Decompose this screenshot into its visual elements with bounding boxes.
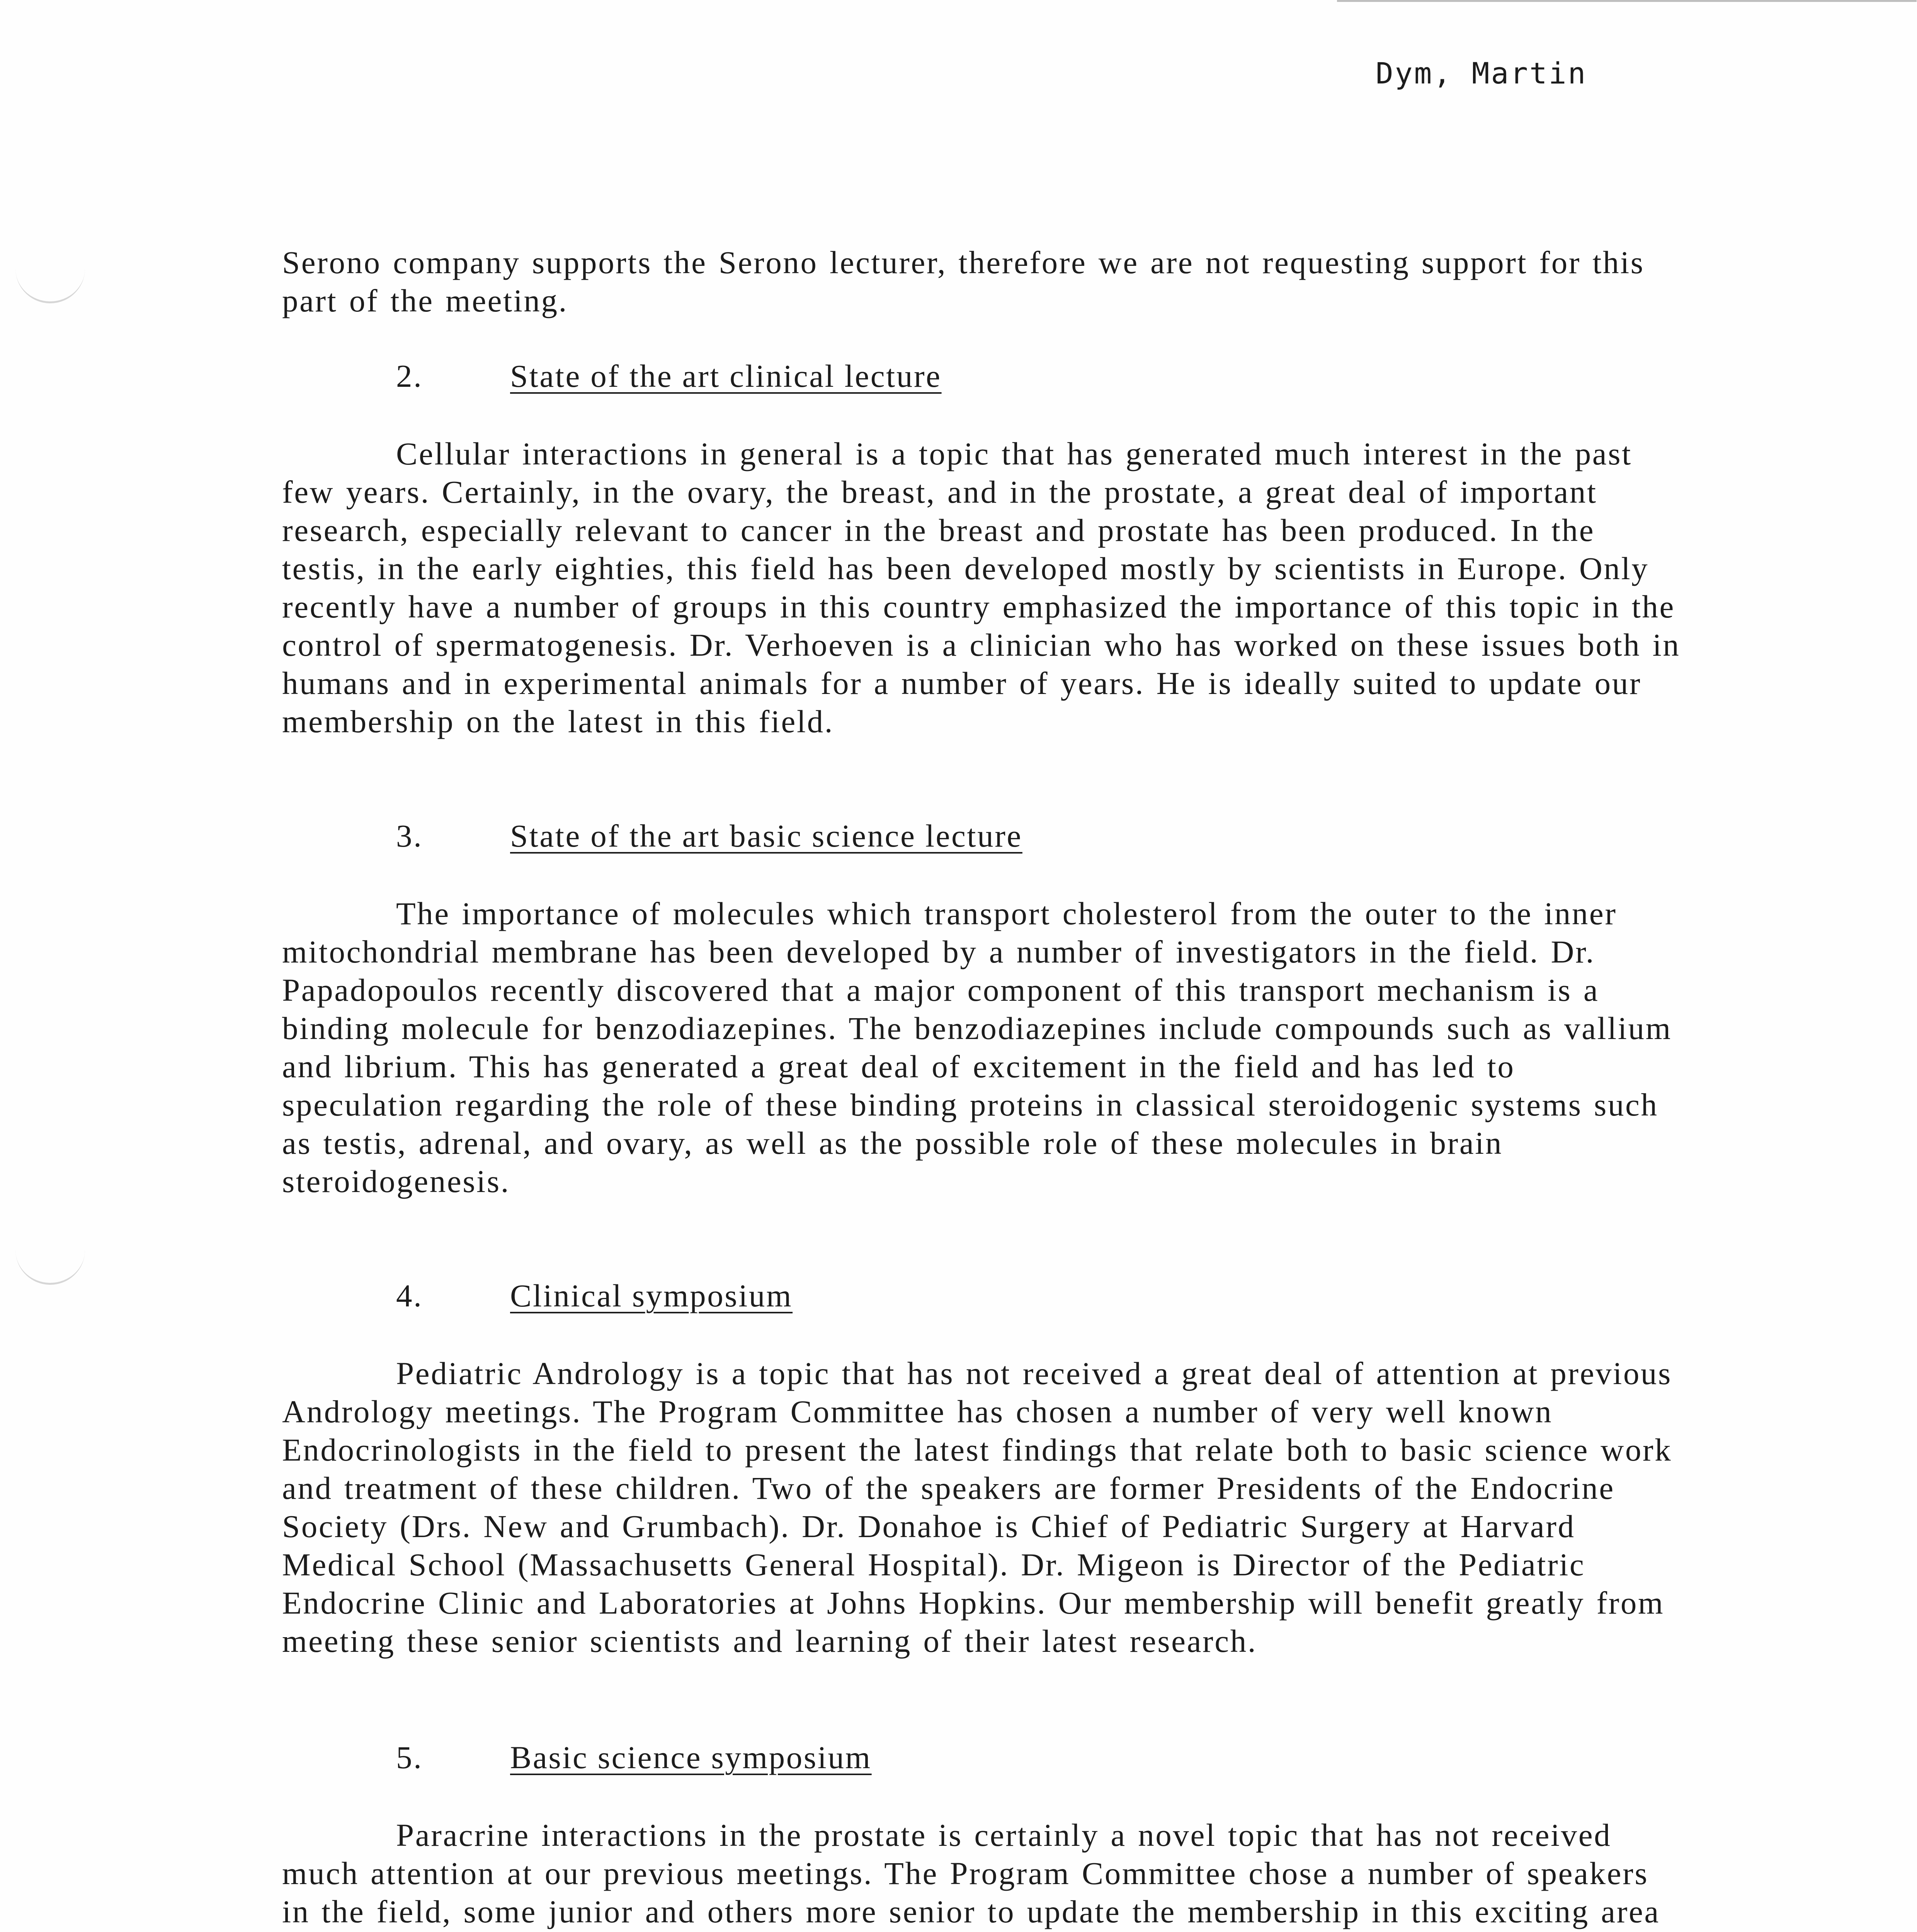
section-number: 3. xyxy=(396,818,423,854)
section-number: 5. xyxy=(396,1740,423,1775)
section-heading-5 xyxy=(396,1739,872,1776)
section-body-text: Cellular interactions in general is a topic that has generated much interest in the past few years. Certainly, in the ovary, the breast, and in the prostate, a great deal of important research, especially relevant to cancer in the breast and prostate has been produced. In the testis, in the early eighties, this field has been developed mostly by scientists in Europe. Only recently have a number of groups in this country emphasized the importance of this topic in the control of spermatogenesis. Dr. Verhoeven is a clinician who has worked on these issues both in humans and in experimental animals for a number of years. He is ideally suited to update our membership on the latest in this field. xyxy=(282,436,1681,739)
section-title: Clinical symposium xyxy=(510,1278,793,1313)
punch-hole-mark xyxy=(15,267,85,303)
section-body-text: The importance of molecules which transport cholesterol from the outer to the inner mitochondrial membrane has been developed by a number of investigators in the field. Dr. Papadopoulos recently discovered that a major component of this transport mechanism is a binding molecule for benzodiazepines. The benzodiazepines include compounds such as vallium and librium. This has generated a great deal of excitement in the field and has led to speculation regarding the role of these binding proteins in classical steroidogenic systems such as testis, adrenal, and ovary, as well as the possible role of these molecules in brain steroidogenesis. xyxy=(282,896,1672,1199)
section-heading-2 xyxy=(396,357,942,395)
section-body-text: Paracrine interactions in the prostate is certainly a novel topic that has not received much attention at our previous meetings. The Program Committee chose a number of speakers in the field, some junior and others more senior to update the membership in this exciting area xyxy=(282,1817,1660,1929)
scan-artifact-line xyxy=(1337,0,1917,2)
intro-paragraph: Serono company supports the Serono lecturer, therefore we are not requesting support for this part of the meeting. xyxy=(282,245,1645,318)
section-title: State of the art clinical lecture xyxy=(510,358,942,394)
section-title: State of the art basic science lecture xyxy=(510,818,1022,854)
section-body-3 xyxy=(282,895,1681,1201)
section-body-5 xyxy=(282,1816,1681,1932)
section-body-2 xyxy=(282,435,1681,741)
page-header-author: Dym, Martin xyxy=(1376,56,1587,90)
section-body-4 xyxy=(282,1354,1681,1660)
punch-hole-mark xyxy=(15,1248,85,1285)
section-number: 2. xyxy=(396,358,423,394)
section-heading-3 xyxy=(396,817,1022,854)
section-number: 4. xyxy=(396,1278,423,1313)
section-body-text: Pediatric Andrology is a topic that has not received a great deal of attention at previous Andrology meetings. The Program Committee has chosen a number of very well known Endocrinologists in the field to present the latest findings that relate both to basic science work and treatment of these children. Two of the speakers are former Presidents of the Endocrine Society (Drs. New and Grumbach). Dr. Donahoe is Chief of Pediatric Surgery at Harvard Medical School (Massachusetts General Hospital). Dr. Migeon is Director of the Pediatric Endocrine Clinic and Laboratories at Johns Hopkins. Our membership will benefit greatly from meeting these senior scientists and learning of their latest research. xyxy=(282,1355,1672,1659)
section-title: Basic science symposium xyxy=(510,1740,872,1775)
section-heading-4 xyxy=(396,1277,793,1314)
